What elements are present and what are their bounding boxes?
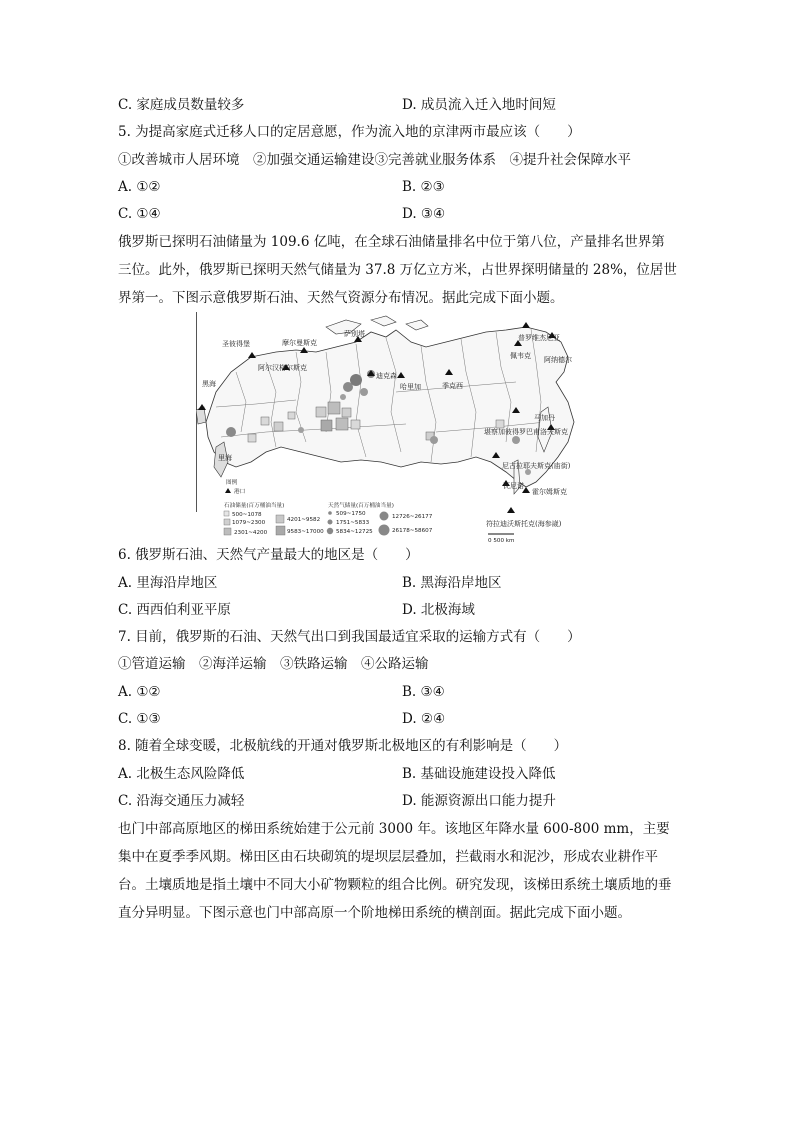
- legend-gas-3: 5834~12725: [336, 529, 373, 535]
- q6-option-d: D. 北极海域: [402, 602, 475, 618]
- q7-stem: 7. 目前，俄罗斯的石油、天然气出口到我国最适宜采取的运输方式有（ ）: [118, 629, 581, 645]
- legend-oil-1: 500~1078: [232, 512, 262, 518]
- q7-option-a: A. ①②: [118, 684, 161, 700]
- label-tiksi: 季克西: [442, 382, 463, 390]
- q6-option-c: C. 西西伯利亚平原: [118, 602, 231, 618]
- label-murmansk: 摩尔曼斯克: [282, 339, 317, 347]
- q6-option-b: B. 黑海沿岸地区: [402, 575, 502, 591]
- intro-russia: 俄罗斯已探明石油储量为 109.6 亿吨，在全球石油储量排名中位于第八位，产量排名世界第三位。此外，俄罗斯已探明天然气储量为 37.8 万亿立方米，占世界探明储量的 28%，位居世界第一。下图示意俄罗斯石油、天然气资源分布情况。据此完成下面小题。: [118, 234, 677, 306]
- label-magadan: 马加丹: [534, 414, 555, 422]
- q8-stem: 8. 随着全球变暖，北极航线的开通对俄罗斯北极地区的有利影响是（ ）: [118, 738, 568, 754]
- q7-option-d: D. ②④: [402, 711, 446, 727]
- q7-option-b: B. ③④: [402, 684, 445, 700]
- legend-gas-5: 26178~58607: [392, 528, 433, 534]
- label-anadyr: 阿纳德尔: [544, 356, 572, 364]
- label-caspian: 里海: [218, 454, 232, 462]
- q5-items: ①改善城市人居环境 ②加强交通运输建设③完善就业服务体系 ④提升社会保障水平: [118, 152, 631, 168]
- label-saint-petersburg: 圣彼得堡: [222, 340, 250, 348]
- legend-gas-1: 509~1750: [336, 511, 366, 517]
- legend-gas-4: 12726~26177: [392, 514, 433, 520]
- label-arkhangelsk: 阿尔汉格尔斯克: [258, 364, 307, 372]
- label-provideniya: 普罗维杰尼亚: [518, 334, 560, 342]
- q7-option-c: C. ①③: [118, 711, 161, 727]
- q4-option-d: D. 成员流入迁入地时间短: [402, 97, 556, 113]
- q5-stem: 5. 为提高家庭式迁移人口的定居意愿，作为流入地的京津两市最应该（ ）: [118, 124, 581, 140]
- legend-gas-title: 天然气储量(百万桶油当量): [328, 503, 394, 509]
- q8-option-b: B. 基础设施建设投入降低: [402, 766, 556, 782]
- label-vladivostok: 符拉迪沃斯托克(海参崴): [486, 520, 562, 528]
- label-nikolaevsk: 尼古拉耶夫斯克(庙街): [502, 462, 571, 470]
- q8-option-c: C. 沿海交通压力减轻: [118, 793, 245, 809]
- intro-yemen: 也门中部高原地区的梯田系统始建于公元前 3000 年。该地区年降水量 600-800 mm，主要集中在夏季季风期。梯田区由石块砌筑的堤坝层层叠加，拦截雨水和泥沙，形成农业耕作平台。土壤质地是指土壤中不同大小矿物颗粒的组合比例。研究发现，该梯田系统土壤质地的垂直分异明显。下图示意也门中部高原一个阶地梯田系统的横剖面。据此完成下面小题。: [118, 821, 672, 921]
- label-vanino: 瓦尼诺: [503, 482, 524, 490]
- q5-option-d: D. ③④: [402, 206, 446, 222]
- q6-option-a: A. 里海沿岸地区: [118, 575, 218, 591]
- legend-oil-2: 1079~2300: [232, 520, 266, 526]
- q8-option-d: D. 能源资源出口能力提升: [402, 793, 556, 809]
- q8-option-a: A. 北极生态风险降低: [118, 766, 245, 782]
- q5-option-a: A. ①②: [118, 179, 161, 195]
- q4-option-c: C. 家庭成员数量较多: [118, 97, 245, 113]
- legend-oil-5: 9583~17000: [287, 529, 324, 535]
- legend-port: 港口: [234, 489, 246, 495]
- label-petropavlovsk: 堪察加彼得罗巴甫洛夫斯克: [484, 428, 568, 436]
- q5-option-b: B. ②③: [402, 179, 445, 195]
- label-sabetta: 萨别塔: [344, 330, 365, 338]
- legend-title: 图例: [226, 480, 238, 486]
- label-dikson: 迪克森: [376, 372, 397, 380]
- label-dudinka: 哈里加: [400, 383, 421, 391]
- q5-option-c: C. ①④: [118, 206, 161, 222]
- legend-gas-2: 1751~5833: [336, 520, 370, 526]
- scale-bar-label: 0 500 km: [488, 538, 515, 544]
- q6-stem: 6. 俄罗斯石油、天然气产量最大的地区是（ ）: [118, 547, 419, 563]
- label-pevek: 佩韦克: [510, 352, 531, 360]
- legend-oil-3: 2301~4200: [234, 530, 268, 536]
- legend-oil-title: 石油储量(百万桶油当量): [224, 503, 285, 509]
- label-black-sea: 黑海: [202, 380, 216, 388]
- q7-items: ①管道运输 ②海洋运输 ③铁路运输 ④公路运输: [118, 656, 429, 672]
- russia-oil-gas-map: [196, 312, 584, 544]
- legend-oil-4: 4201~9582: [287, 517, 321, 523]
- label-kholmsk: 霍尔姆斯克: [532, 488, 567, 496]
